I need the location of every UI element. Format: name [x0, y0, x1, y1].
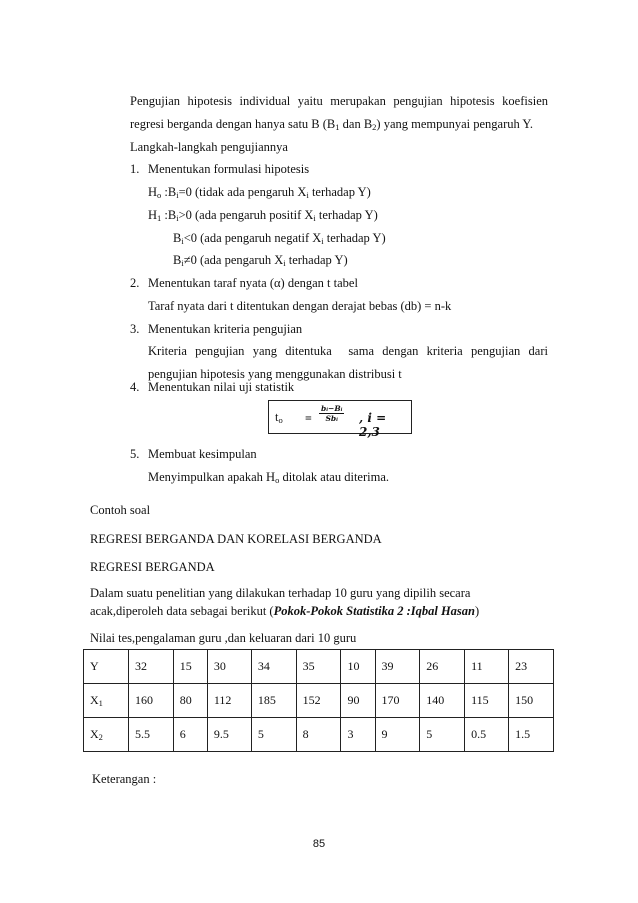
table-cell: 9	[375, 718, 420, 752]
table-cell: 6	[173, 718, 207, 752]
text-span: dan B	[339, 117, 373, 131]
step-title: Menentukan taraf nyata (α) dengan t tabel	[148, 276, 358, 290]
table-cell: 0.5	[465, 718, 509, 752]
row-label-text: Y	[90, 659, 99, 673]
hypothesis-alt-nonzero	[173, 253, 348, 268]
data-table	[83, 649, 554, 752]
paragraph-line: Pengujian hipotesis individual yaitu merupakan pengujian hipotesis koefisien	[130, 94, 548, 108]
text-span: <0 (ada pengaruh negatif X	[183, 231, 322, 245]
text-span: terhadap Y)	[308, 185, 371, 199]
text-span: ≠0 (ada pengaruh X	[183, 253, 284, 267]
table-cell: 150	[509, 684, 554, 718]
text-span: regresi berganda dengan hanya satu B (B	[130, 117, 336, 131]
table-cell: 32	[129, 650, 174, 684]
subscript: i	[321, 236, 324, 246]
hypothesis-h0	[148, 185, 371, 200]
table-cell: 5	[251, 718, 296, 752]
table-cell: 35	[296, 650, 341, 684]
formula-fraction	[319, 404, 344, 423]
table-cell: 112	[207, 684, 251, 718]
text-span: :B	[161, 208, 177, 222]
text-span: )	[475, 604, 480, 618]
subscript: i	[283, 258, 286, 268]
table-cell: 140	[420, 684, 465, 718]
step-item	[130, 447, 257, 462]
table-cell: 10	[341, 650, 375, 684]
intro-line	[90, 604, 479, 619]
source-citation: Pokok-Pokok Statistika 2 :Iqbal Hasan	[273, 604, 475, 618]
table-cell: 34	[251, 650, 296, 684]
row-label-text: X	[90, 693, 99, 707]
step-number: 3.	[130, 322, 140, 336]
hypothesis-h1	[148, 208, 378, 223]
step-number: 4.	[130, 380, 140, 394]
hypothesis-alt-negative	[173, 231, 386, 246]
row-label	[84, 650, 129, 684]
formula-lhs	[275, 410, 283, 425]
formula-box	[268, 400, 412, 439]
subscript: 1	[157, 213, 162, 223]
step-detail: pengujian hipotesis yang menggunakan distribusi t	[148, 367, 402, 381]
step-detail: Kriteria pengujian yang ditentuka sama dengan kriteria pengujian dari	[148, 344, 548, 358]
table-cell: 5.5	[129, 718, 174, 752]
formula-numerator: bᵢ−Bᵢ	[321, 404, 343, 413]
step-number: 5.	[130, 447, 140, 461]
text-span: ditolak atau diterima.	[279, 470, 389, 484]
text-span: terhadap Y)	[323, 231, 386, 245]
text-span: terhadap Y)	[285, 253, 348, 267]
table-cell: 115	[465, 684, 509, 718]
subscript: 2	[98, 732, 103, 742]
page-number: 85	[312, 838, 326, 850]
paragraph-line	[130, 117, 533, 132]
text-span: acak,diperoleh data sebagai berikut (	[90, 604, 274, 618]
table-cell: 8	[296, 718, 341, 752]
table-cell: 5	[420, 718, 465, 752]
formula-equals: =	[305, 411, 312, 425]
subscript: 2	[372, 122, 377, 132]
paragraph-line: Langkah-langkah pengujiannya	[130, 140, 288, 154]
row-label	[84, 684, 129, 718]
subscript: o	[275, 475, 280, 485]
step-title: Menentukan formulasi hipotesis	[148, 162, 310, 176]
heading: REGRESI BERGANDA DAN KORELASI BERGANDA	[90, 532, 382, 546]
table-cell: 39	[375, 650, 420, 684]
subscript: o	[157, 190, 162, 200]
table-cell: 160	[129, 684, 174, 718]
table-cell: 170	[375, 684, 420, 718]
subscript: o	[278, 415, 283, 425]
text-span: Menyimpulkan apakah H	[148, 470, 276, 484]
table-caption: Nilai tes,pengalaman guru ,dan keluaran dari 10 guru	[90, 631, 357, 645]
step-item	[130, 162, 310, 177]
text-span: t	[275, 410, 279, 424]
text-span: >0 (ada pengaruh positif X	[178, 208, 314, 222]
step-number: 1.	[130, 162, 140, 176]
table-cell: 80	[173, 684, 207, 718]
h1-label: H	[148, 208, 158, 222]
subscript: i	[306, 190, 309, 200]
section-label: Contoh soal	[90, 503, 151, 517]
table-cell: 9.5	[207, 718, 251, 752]
row-label	[84, 718, 129, 752]
table-cell: 11	[465, 650, 509, 684]
table-cell: 30	[207, 650, 251, 684]
table-cell: 1.5	[509, 718, 554, 752]
subscript: 1	[335, 122, 340, 132]
subscript: i	[176, 213, 179, 223]
table-cell: 26	[420, 650, 465, 684]
table-row	[84, 684, 554, 718]
step-title: Membuat kesimpulan	[148, 447, 257, 461]
keterangan-label: Keterangan :	[92, 772, 157, 786]
table-cell: 185	[251, 684, 296, 718]
subscript: i	[181, 236, 184, 246]
table-cell: 3	[341, 718, 375, 752]
row-label-text: X	[90, 727, 99, 741]
step-title: Menentukan nilai uji statistik	[148, 380, 295, 394]
table-row	[84, 650, 554, 684]
text-span: :B	[161, 185, 177, 199]
subscript: i	[176, 190, 179, 200]
step-detail: Taraf nyata dari t ditentukan dengan derajat bebas (db) = n-k	[148, 299, 452, 313]
h0-label: H	[148, 185, 158, 199]
step-item	[130, 322, 303, 337]
step-item	[130, 380, 295, 395]
intro-line: Dalam suatu penelitian yang dilakukan terhadap 10 guru yang dipilih secara	[90, 586, 471, 600]
text-span: ) yang mempunyai pengaruh Y.	[376, 117, 533, 131]
step-title: Menentukan kriteria pengujian	[148, 322, 303, 336]
subscript: 1	[98, 698, 103, 708]
formula-index: , i = 2,3	[359, 411, 387, 439]
table-cell: 15	[173, 650, 207, 684]
table-row	[84, 718, 554, 752]
table-cell: 90	[341, 684, 375, 718]
text-span: =0 (tidak ada pengaruh X	[178, 185, 307, 199]
subscript: i	[313, 213, 316, 223]
formula-denominator: Sbᵢ	[325, 414, 338, 423]
table-cell: 152	[296, 684, 341, 718]
subscript: i	[181, 258, 184, 268]
text-span: B	[173, 231, 182, 245]
text-span: terhadap Y)	[315, 208, 378, 222]
step-item	[130, 276, 358, 291]
step-detail	[148, 470, 389, 485]
heading: REGRESI BERGANDA	[90, 560, 215, 574]
text-span: B	[173, 253, 182, 267]
table-cell: 23	[509, 650, 554, 684]
step-number: 2.	[130, 276, 140, 290]
